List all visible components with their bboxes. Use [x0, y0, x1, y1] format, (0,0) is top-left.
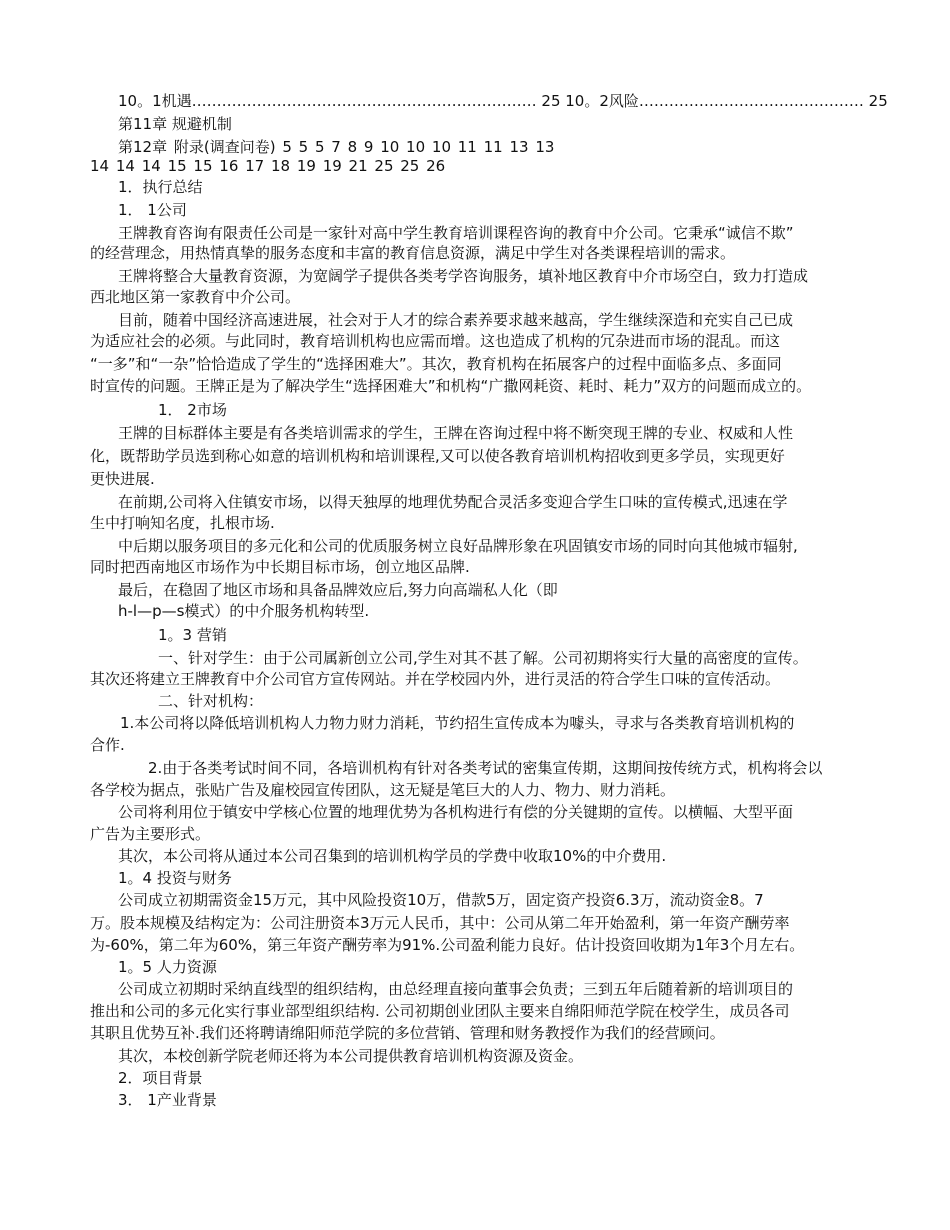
- paragraph-line: 更快进展.: [90, 470, 155, 488]
- paragraph-line: 目前，随着中国经济高速进展，社会对于人才的综合素养要求越来越高，学生继续深造和充实自己已成: [118, 311, 794, 329]
- paragraph-line: 公司将利用位于镇安中学核心位置的地理优势为各机构进行有偿的分关键期的宣传。以横幅、大型平面: [118, 803, 794, 821]
- paragraph-line: 1.本公司将以降低培训机构人力物力财力消耗，节约招生宣传成本为噱头，寻求与各类教育培训机构的: [120, 714, 795, 732]
- paragraph-line: 最后，在稳固了地区市场和具备品牌效应后,努力向高端私人化（即: [118, 581, 558, 599]
- toc-entry-chapter-11: 第11章 规避机制: [118, 115, 232, 133]
- paragraph-line: 其次，本公司将从通过本公司召集到的培训机构学员的学费中收取10%的中介费用.: [118, 847, 667, 865]
- paragraph-line: 时宣传的问题。王牌正是为了解决学生“选择困难大”和机构“广撒网耗资、耗时、耗力”双方的问题而成立的。: [90, 377, 812, 395]
- paragraph-line: 为-60%，第二年为60%，第三年资产酬劳率为91%.公司盈利能力良好。估计投资回收期为1年3个月左右。: [90, 936, 805, 954]
- paragraph-line: 在前期,公司将入住镇安市场，以得天独厚的地理优势配合灵活多变迎合学生口味的宣传模式,迅速在学: [118, 493, 788, 511]
- paragraph-line: 2.由于各类考试时间不同，各培训机构有针对各类考试的密集宣传期，这期间按传统方式，机构将会以: [148, 759, 823, 777]
- paragraph-line: 化，既帮助学员选到称心如意的培训机构和培训课程,又可以使各教育培训机构招收到更多学员，实现更好: [90, 447, 785, 465]
- paragraph-line: 的经营理念，用热情真挚的服务态度和丰富的教育信息资源，满足中学生对各类课程培训的需求。: [90, 244, 736, 262]
- paragraph-line: “一多”和“一杂”恰恰造成了学生的“选择困难大”。其次，教育机构在拓展客户的过程中面临多点、多面同: [90, 355, 782, 373]
- paragraph-line: 生中打响知名度，扎根市场.: [90, 514, 275, 532]
- subsection-heading-market: 1． 2市场: [158, 401, 227, 419]
- paragraph-line: 王牌将整合大量教育资源，为宽阔学子提供各类考学咨询服务，填补地区教育中介市场空白，致力打造成: [118, 267, 809, 285]
- paragraph-line: 其次还将建立王牌教育中介公司官方宣传网站。并在学校园内外，进行灵活的符合学生口味的宣传活动。: [90, 670, 781, 688]
- paragraph-line: 其职且优势互补.我们还将聘请绵阳师范学院的多位营销、管理和财务教授作为我们的经营顾问。: [90, 1024, 725, 1042]
- section-heading-executive-summary: 1．执行总结: [118, 178, 203, 196]
- paragraph-line: 合作.: [90, 736, 125, 754]
- section-heading-project-background: 2．项目背景: [118, 1069, 203, 1087]
- paragraph-line: 西北地区第一家教育中介公司。: [90, 288, 301, 306]
- paragraph-line: 王牌的目标群体主要是有各类培训需求的学生，王牌在咨询过程中将不断突现王牌的专业、权威和人性: [118, 424, 794, 442]
- paragraph-line: 二、针对机构：: [158, 692, 264, 710]
- paragraph-line: 王牌教育咨询有限责任公司是一家针对高中学生教育培训课程咨询的教育中介公司。它秉承“诚信不欺”: [118, 224, 794, 242]
- toc-page-numbers: 14 14 14 15 15 16 17 18 19 19 21 25 25 26: [90, 157, 446, 175]
- paragraph-line: 公司成立初期时采纳直线型的组织结构，由总经理直接向董事会负责；三到五年后随着新的培训项目的: [118, 980, 794, 998]
- toc-entry-chapter-12: 第12章 附录(调查问卷) 5 5 5 7 8 9 10 10 10 11 11 13 13: [118, 138, 555, 156]
- paragraph-line: 一、针对学生：由于公司属新创立公司,学生对其不甚了解。公司初期将实行大量的高密度的宣传。: [158, 649, 808, 667]
- paragraph-line: 同时把西南地区市场作为中长期目标市场，创立地区品牌.: [90, 558, 470, 576]
- paragraph-line: 推出和公司的多元化实行事业部型组织结构. 公司初期创业团队主要来自绵阳师范学院在校学生，成员各司: [90, 1002, 790, 1020]
- paragraph-line: 万。股本规模及结构定为：公司注册资本3万元人民币，其中：公司从第二年开始盈利，第一年资产酬劳率: [90, 914, 790, 932]
- subsection-heading-marketing: 1。3 营销: [158, 626, 227, 644]
- toc-entry-opportunity-risk: 10。1机遇…………………………………………………………… 25 10。2风险……………………………………… 25: [118, 92, 888, 110]
- paragraph-line: h-l—p—s模式）的中介服务机构转型.: [118, 602, 370, 620]
- subsection-heading-human-resources: 1。5 人力资源: [118, 958, 217, 976]
- paragraph-line: 中后期以服务项目的多元化和公司的优质服务树立良好品牌形象在巩固镇安市场的同时向其他城市辐射,: [118, 537, 798, 555]
- paragraph-line: 广告为主要形式。: [90, 825, 211, 843]
- paragraph-line: 为适应社会的必须。与此同时，教育培训机构也应需而增。这也造成了机构的冗杂进而市场的混乱。而这: [90, 332, 781, 350]
- subsection-heading-company: 1． 1公司: [118, 201, 187, 219]
- subsection-heading-investment-finance: 1。4 投资与财务: [118, 869, 232, 887]
- paragraph-line: 公司成立初期需资金15万元，其中风险投资10万，借款5万，固定资产投资6.3万，流动资金8。7: [118, 891, 764, 909]
- paragraph-line: 各学校为据点，张贴广告及雇校园宣传团队，这无疑是笔巨大的人力、物力、财力消耗。: [90, 781, 676, 799]
- subsection-heading-industry-background: 3． 1产业背景: [118, 1091, 217, 1109]
- paragraph-line: 其次，本校创新学院老师还将为本公司提供教育培训机构资源及资金。: [118, 1047, 584, 1065]
